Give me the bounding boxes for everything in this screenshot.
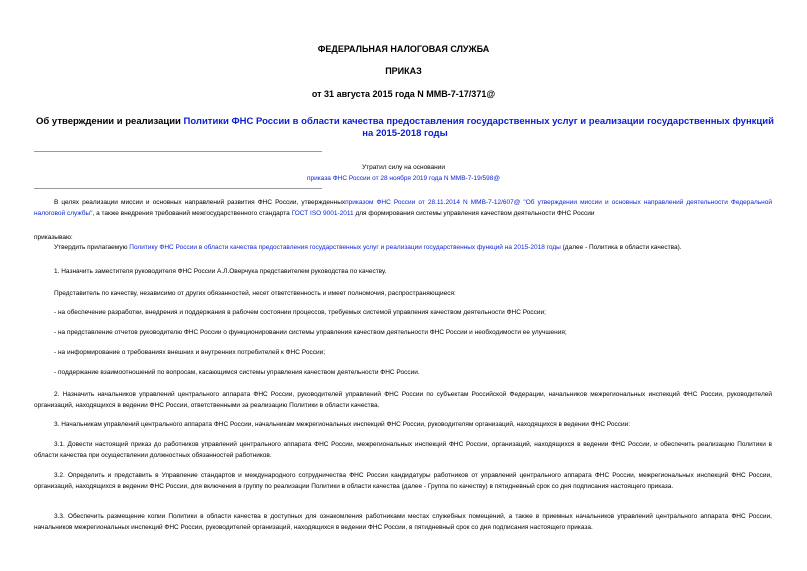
paragraph-1b: Представитель по качеству, независимо от других обязанностей, несет ответственность и имеет полномочия, распространяющиеся:	[54, 290, 456, 297]
date-number-heading: от 31 августа 2015 года N ММВ-7-17/371@	[311, 89, 496, 99]
document-title	[30, 116, 780, 140]
approve-text-a: Утвердить прилагаемую	[54, 244, 130, 251]
divider-top	[34, 151, 322, 152]
paragraph-3: 3. Начальникам управлений центрального аппарата ФНС России, начальникам межрегиональных инспекций ФНС России, руководителям организаций, находящихся в ведении ФНС России:	[54, 421, 631, 428]
paragraph-3-2: 3.2. Определить и представить в Управление стандартов и международного сотрудничества ФНС России кандидатуры работников от управлений центрального аппарата ФНС России, межрегиональных инспекций ФНС России, организаций, находящихся в ведении ФНС России, для включения в группу по реализации Политики в области качества (далее - Группа по качеству) в пятидневный срок со дня подписания настоящего приказа.	[34, 472, 772, 490]
status-note-link[interactable]: приказа ФНС России от 28 ноября 2019 года N ММВ-7-19/598@	[307, 175, 500, 182]
approve-text-b: (далее - Политика в области качества).	[560, 244, 682, 251]
intro-text-c: для формирования системы управления качеством деятельности ФНС России	[353, 210, 595, 217]
bullet-3: - на информирование о требованиях внешних и внутренних потребителей к ФНС России;	[54, 349, 326, 356]
title-prefix: Об утверждении и реализации	[36, 116, 184, 127]
intro-paragraph	[34, 197, 772, 219]
title-policy-link[interactable]: Политики ФНС России в области качества предоставления государственных услуг и реализации государственных функций на 2015-2018 годы	[183, 116, 774, 139]
bullet-1: - на обеспечение разработки, внедрения и поддержания в рабочем состоянии процессов, требуемых системой управления качеством деятельности ФНС России;	[54, 309, 546, 316]
order-word: приказываю:	[34, 234, 73, 241]
agency-heading: ФЕДЕРАЛЬНАЯ НАЛОГОВАЯ СЛУЖБА	[317, 44, 490, 54]
intro-text-b: , а также внедрения требований межгосударственного стандарта	[92, 210, 292, 217]
bullet-4: - поддержание взаимоотношений по вопросам, касающимся системы управления качеством деятельности ФНС России.	[54, 369, 420, 376]
paragraph-3-1: 3.1. Довести настоящий приказ до работников управлений центрального аппарата ФНС России, межрегиональных инспекций ФНС России, организаций, находящихся в ведении ФНС России, и обеспечить реализацию Политики в области качества при осуществлении должностных обязанностей работников.	[34, 441, 772, 459]
status-note-text: Утратил силу на основании	[361, 164, 446, 171]
paragraph-1: 1. Назначить заместителя руководителя ФНС России А.Л.Оверчука представителем руководства по качеству.	[54, 268, 387, 275]
bullet-2: - на представление отчетов руководителю ФНС России о функционировании системы управления качеством деятельности ФНС России и необходимости ее улучшения;	[54, 329, 567, 336]
approve-policy-link[interactable]: Политику ФНС России в области качества предоставления государственных услуг и реализации государственных функций на 2015-2018 годы	[129, 244, 561, 251]
paragraph-3-3: 3.3. Обеспечить размещение копии Политики в области качества в доступных для ознакомления работниками местах служебных помещений, а также в приемных начальников управлений центрального аппарата ФНС России, начальников межрегиональных инспекций ФНС России, руководителей организаций, находящихся в ведении ФНС России, в пятидневный срок со дня подписания настоящего приказа.	[34, 513, 772, 531]
intro-order-link[interactable]: приказом ФНС России от 28.11.2014 N ММВ-7-12/607@ "Об утверждении миссии и основных направлений деятельности Федеральной налоговой службы"	[34, 199, 772, 217]
status-note-link-line	[0, 174, 807, 184]
intro-text-a: В целях реализации миссии и основных направлений развития ФНС России, утвержденных	[54, 199, 346, 206]
gost-link[interactable]: ГОСТ ISO 9001-2011	[291, 210, 354, 217]
paragraph-2: 2. Назначить начальников управлений центрального аппарата ФНС России, руководителей управлений ФНС России по субъектам Российской Федерации, начальников межрегиональных инспекций ФНС России, руководителей организаций, находящихся в ведении ФНС России, ответственными за реализацию Политики в области качества.	[34, 391, 772, 409]
divider-bottom	[34, 188, 322, 189]
doc-type-heading: ПРИКАЗ	[385, 66, 422, 76]
approve-paragraph	[34, 242, 772, 253]
